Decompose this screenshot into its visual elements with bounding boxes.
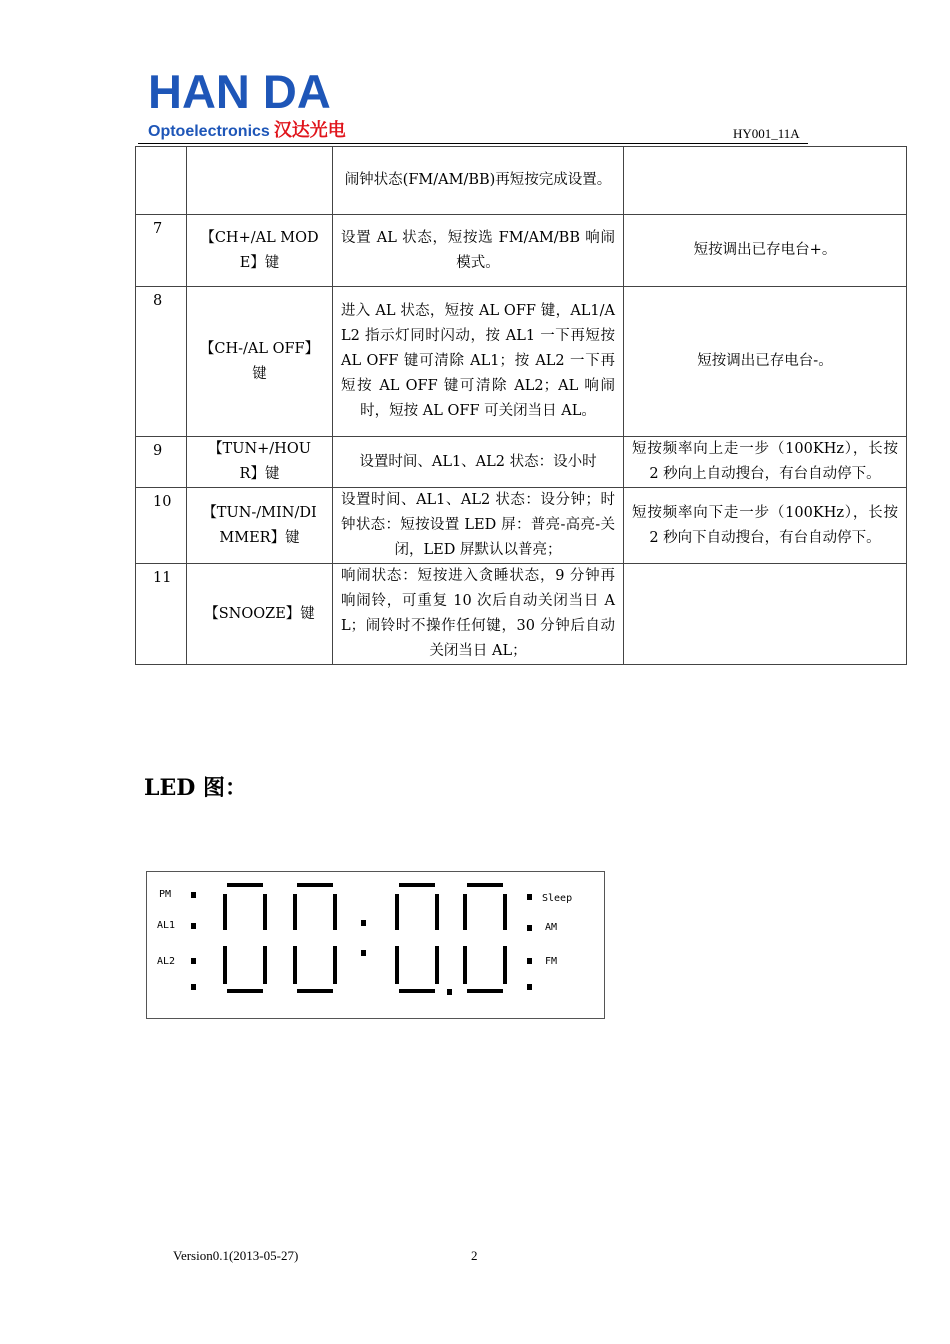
digit-2-segment-bottom [297,989,333,993]
digit-1-segment-top [227,883,263,887]
key-name: 【SNOOZE】键 [187,564,333,665]
table-row [136,287,907,437]
digit-4-segment-upper-left [463,894,467,930]
digit-4-segment-lower-right [503,946,507,984]
setting-description: 进入 AL 状态，短按 AL OFF 键，AL1/AL2 指示灯同时闪动，按 AL1 一下再短按 AL OFF 键可清除 AL1；按 AL2 一下再短按 AL OFF 键可清除 AL2；AL 响闹时，短按 AL OFF 可关闭当日 AL。 [333,287,624,437]
al2-indicator-label: AL2 [157,956,176,967]
colon-lower-dot [361,950,366,956]
digit-4-segment-bottom [467,989,503,993]
table-row [136,488,907,564]
left-bottom-dot [191,984,196,990]
logo-wordmark: HAN DA [148,65,331,118]
function-description: 短按频率向上走一步（100KHz），长按 2 秒向上自动搜台，有台自动停下。 [624,437,907,488]
table-row [136,564,907,665]
colon-upper-dot [361,920,366,926]
row-number: 8 [136,287,187,437]
key-name [187,147,333,215]
digit-4-segment-upper-right [503,894,507,930]
logo-subtitle [148,116,346,142]
pm-indicator-dot [191,892,196,898]
digit-1-segment-lower-left [223,946,227,984]
key-name: 【TUN-/MIN/DIMMER】键 [187,488,333,564]
footer-version: Version0.1(2013-05-27) [173,1248,299,1263]
digit-2-segment-lower-left [293,946,297,984]
pm-indicator-label: PM [159,889,172,900]
digit-1-segment-upper-right [263,894,267,930]
function-description [624,147,907,215]
digit-4-segment-lower-left [463,946,467,984]
setting-description: 闹钟状态(FM/AM/BB)再短按完成设置。 [333,147,624,215]
row-number: 11 [136,564,187,665]
decimal-point-dot [447,989,452,995]
fm-indicator-label: FM [545,956,558,967]
led-diagram-title: LED 图： [144,775,247,801]
am-indicator-label: AM [545,922,558,933]
function-description: 短按调出已存电台+。 [624,215,907,287]
sleep-indicator-dot [527,894,532,900]
right-bottom-dot [527,984,532,990]
function-description: 短按频率向下走一步（100KHz），长按 2 秒向下自动搜台，有台自动停下。 [624,488,907,564]
company-logo [148,65,398,141]
digit-3-segment-lower-left [395,946,399,984]
setting-description: 设置 AL 状态，短按选 FM/AM/BB 响闹模式。 [333,215,624,287]
logo-subtitle-en: Optoelectronics [148,123,270,140]
row-number [136,147,187,215]
setting-description: 设置时间、AL1、AL2 状态：设小时 [333,437,624,488]
key-name: 【TUN+/HOUR】键 [187,437,333,488]
row-number: 9 [136,437,187,488]
al1-indicator-dot [191,923,196,929]
row-number: 7 [136,215,187,287]
key-name: 【CH+/AL MODE】键 [187,215,333,287]
row-number: 10 [136,488,187,564]
digit-2-segment-top [297,883,333,887]
digit-3-segment-upper-left [395,894,399,930]
fm-indicator-dot [527,958,532,964]
setting-description: 设置时间、AL1、AL2 状态：设分钟；时钟状态：短按设置 LED 屏：普亮-高亮-关闭，LED 屏默认以普亮； [333,488,624,564]
led-segments [147,872,604,1018]
digit-1-segment-upper-left [223,894,227,930]
digit-2-segment-lower-right [333,946,337,984]
digit-3-segment-lower-right [435,946,439,984]
table-row [136,147,907,215]
al1-indicator-label: AL1 [157,920,176,931]
sleep-indicator-label: Sleep [542,893,573,904]
setting-description: 响闹状态：短按进入贪睡状态，9 分钟再响闹铃，可重复 10 次后自动关闭当日 AL；闹铃时不操作任何键，30 分钟后自动关闭当日 AL； [333,564,624,665]
table-row [136,437,907,488]
digit-4-segment-top [467,883,503,887]
led-display-diagram [146,871,605,1019]
key-function-table [135,146,907,665]
digit-2-segment-upper-right [333,894,337,930]
digit-3-segment-bottom [399,989,435,993]
key-name: 【CH-/AL OFF】键 [187,287,333,437]
am-indicator-dot [527,925,532,931]
logo-subtitle-cn: 汉达光电 [273,120,346,141]
digit-1-segment-bottom [227,989,263,993]
digit-1-segment-lower-right [263,946,267,984]
al2-indicator-dot [191,958,196,964]
table-row [136,215,907,287]
function-description [624,564,907,665]
digit-2-segment-upper-left [293,894,297,930]
page-number: 2 [471,1248,478,1263]
function-description: 短按调出已存电台-。 [624,287,907,437]
header-divider [138,143,808,144]
document-code: HY001_11A [733,126,800,141]
digit-3-segment-upper-right [435,894,439,930]
digit-3-segment-top [399,883,435,887]
